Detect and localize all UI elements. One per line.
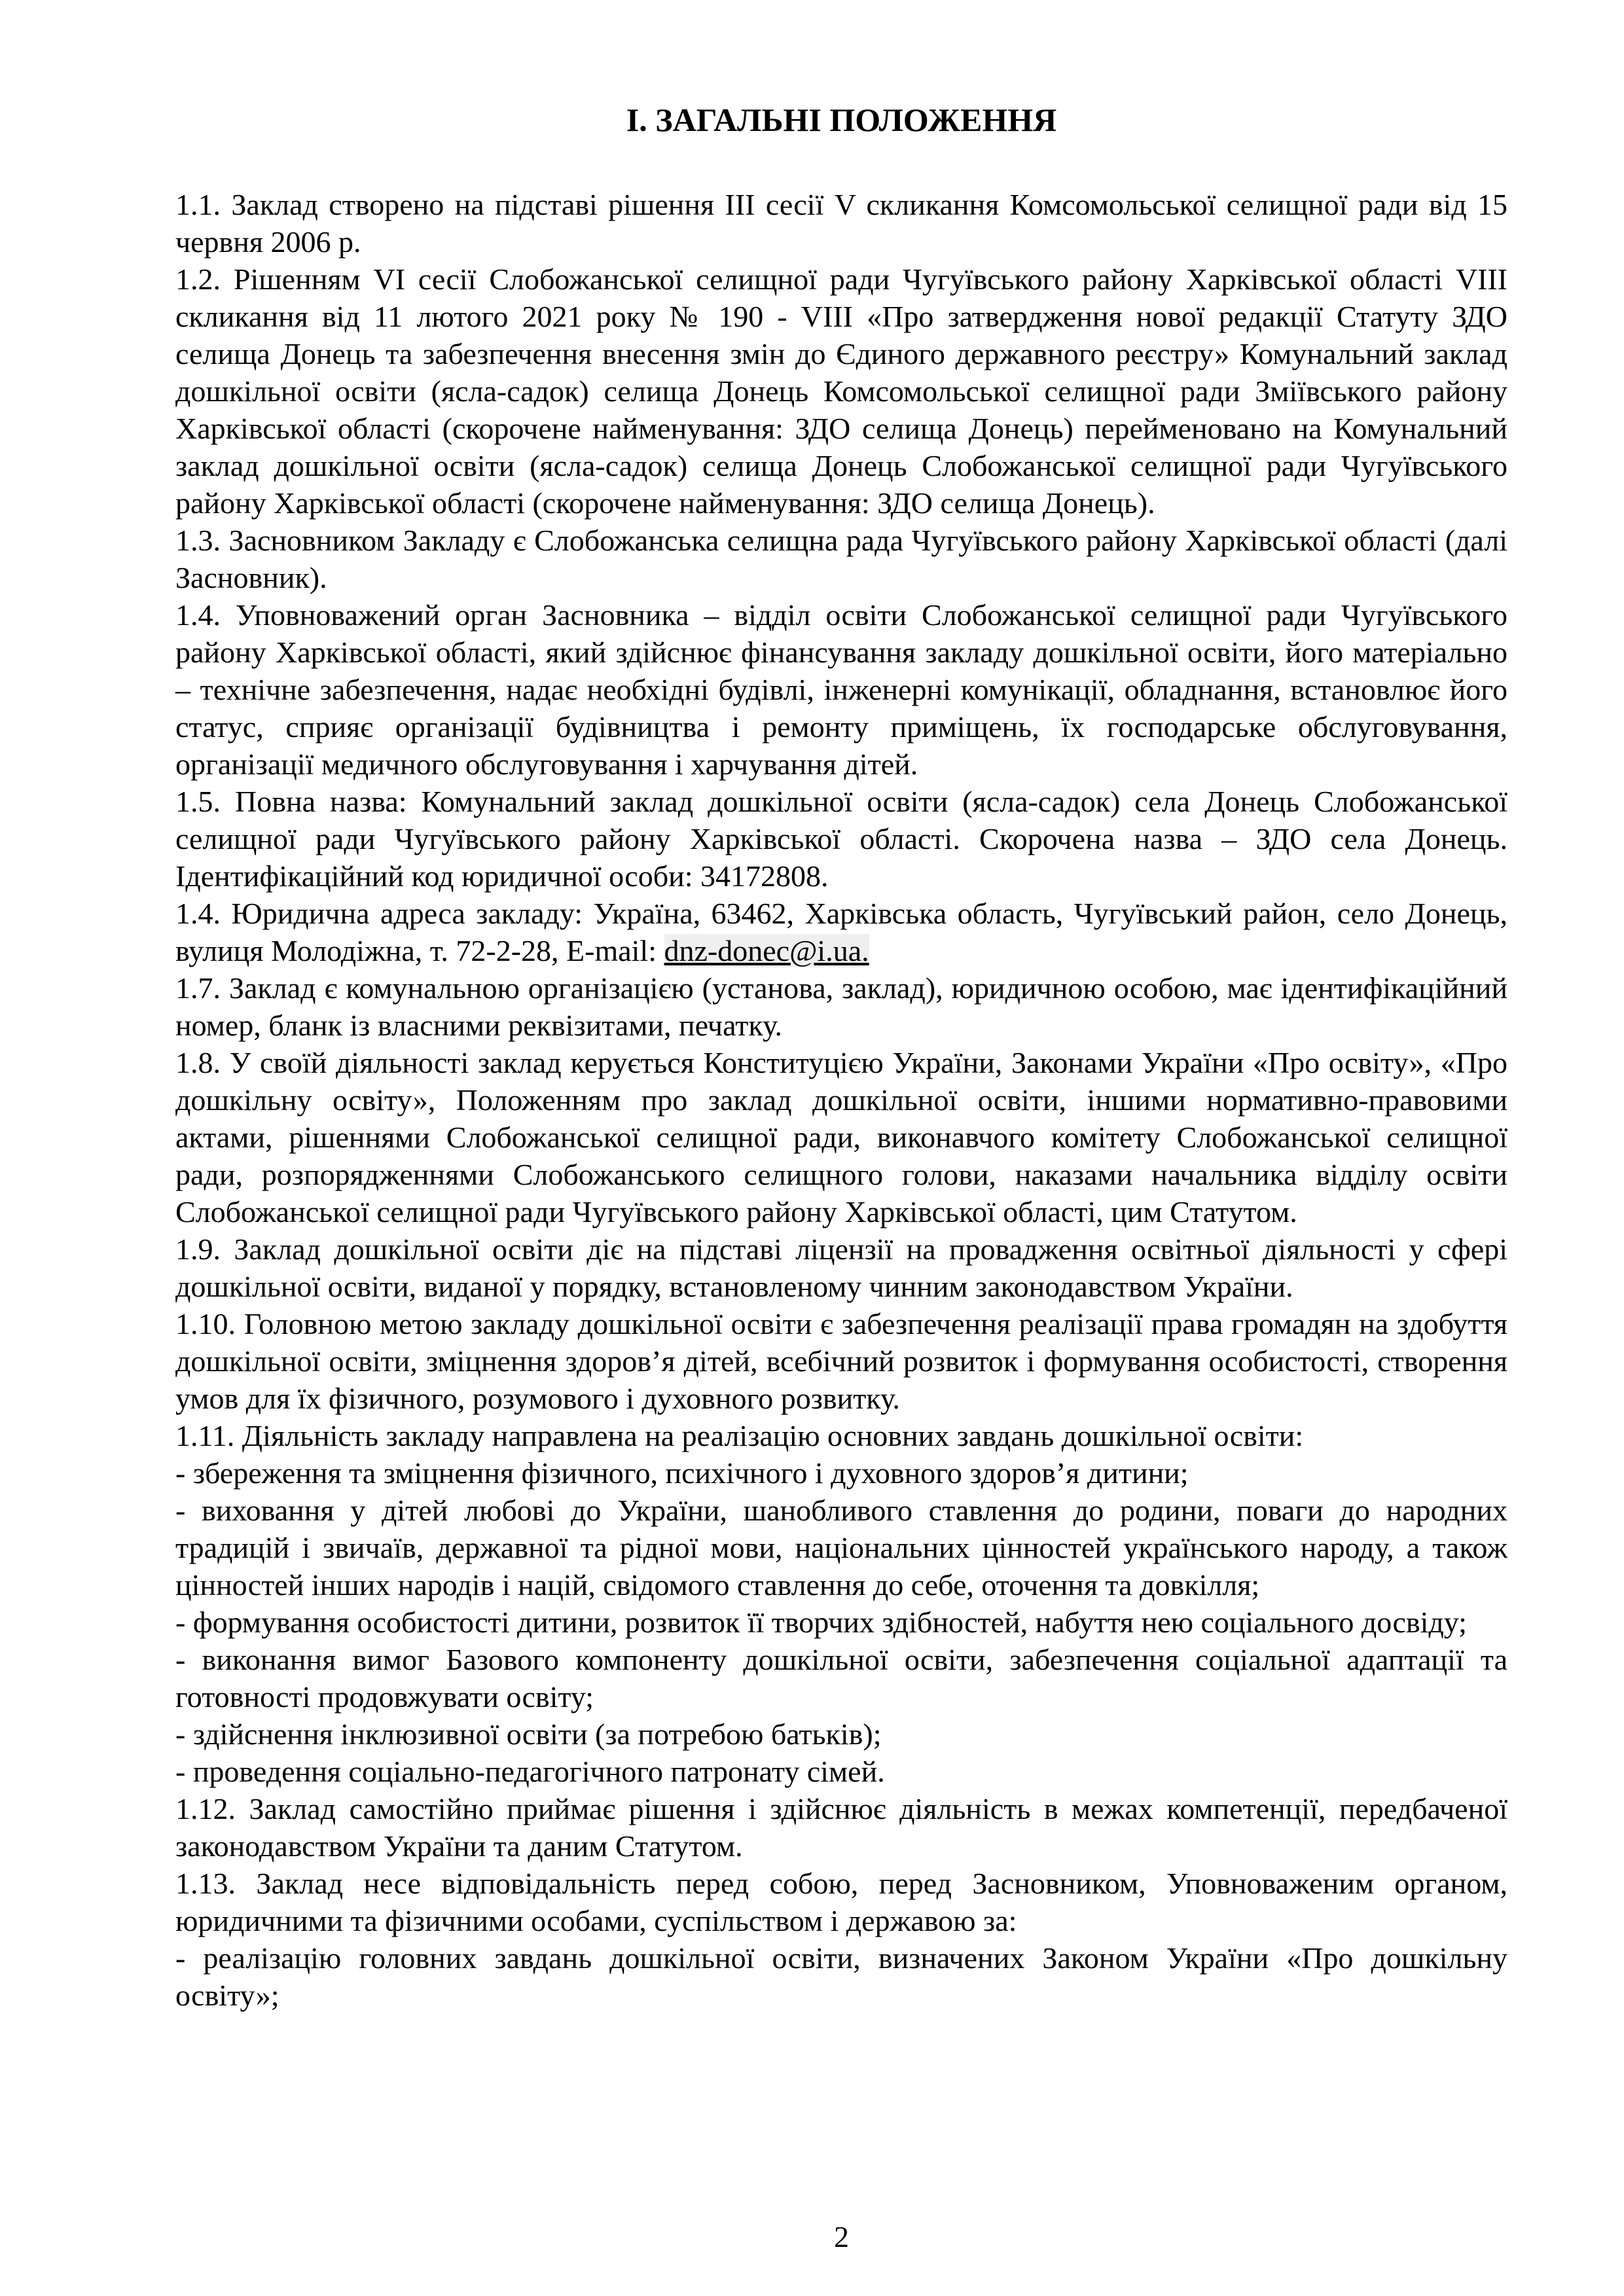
para-1-3: 1.3. Засновником Закладу є Слобожанська селищна рада Чугуївського району Харківської області (далі Засновник). [175, 524, 1507, 594]
para-1-8: 1.8. У своїй діяльності заклад керується Конституцією України, Законами України «Про освіту», «Про дошкільну освіту», Положенням про заклад дошкільної освіти, іншими нормативно-правовими актами, рішеннями Слобожанської селищної ради, виконавчого комітету Слобожанської селищної ради, розпорядженнями Слобожанського селищного голови, наказами начальника відділу освіти Слобожанської селищної ради Чугуївського району Харківської області, цим Статутом. [175, 1046, 1507, 1229]
task-bullet-5: - здійснення інклюзивної освіти (за потребою батьків); [175, 1717, 882, 1751]
para-1-4-address [175, 895, 1507, 969]
para-1-5: 1.5. Повна назва: Комунальний заклад дошкільної освіти (ясла-садок) села Донець Слобожанської селищної ради Чугуївського району Харківської області. Скорочена назва – ЗДО села Донець. Ідентифікаційний код юридичної особи: 34172808. [175, 785, 1507, 893]
para-1-13: 1.13. Заклад несе відповідальність перед собою, перед Засновником, Уповноваженим органом, юридичними та фізичними особами, суспільством і державою за: [175, 1867, 1507, 1937]
para-1-9: 1.9. Заклад дошкільної освіти діє на підставі ліцензії на провадження освітньої діяльності у сфері дошкільної освіти, виданої у порядку, встановленому чинним законодавством України. [175, 1232, 1507, 1303]
responsibility-bullet-1: - реалізацію головних завдань дошкільної освіти, визначених Законом України «Про дошкільну освіту»; [175, 1941, 1507, 2012]
email-link[interactable]: dnz-donec@i.ua. [664, 934, 869, 967]
para-1-7: 1.7. Заклад є комунальною організацією (установа, заклад), юридичною особою, має ідентифікаційний номер, бланк із власними реквізитами, печатку. [175, 971, 1507, 1042]
para-1-2: 1.2. Рішенням VI сесії Слобожанської селищної ради Чугуївського району Харківської області VIII скликання від 11 лютого 2021 року № 190 - VIII «Про затвердження нової редакції Статуту ЗДО селища Донець та забезпечення внесення змін до Єдиного державного реєстру» Комунальний заклад дошкільної освіти (ясла-садок) селища Донець Комсомольської селищної ради Зміївського району Харківської області (скорочене найменування: ЗДО селища Донець) перейменовано на Комунальний заклад дошкільної освіти (ясла-садок) селища Донець Слобожанської селищної ради Чугуївського району Харківської області (скорочене найменування: ЗДО селища Донець). [175, 262, 1507, 520]
section-title: І. ЗАГАЛЬНІ ПОЛОЖЕННЯ [626, 101, 1057, 138]
para-1-11: 1.11. Діяльність закладу направлена на реалізацію основних завдань дошкільної освіти: [175, 1419, 1304, 1452]
task-bullet-3: - формування особистості дитини, розвиток її творчих здібностей, набуття нею соціального досвіду; [175, 1605, 1467, 1639]
para-1-10: 1.10. Головною метою закладу дошкільної освіти є забезпечення реалізації права громадян на здобуття дошкільної освіти, зміцнення здоров’я дітей, всебічний розвиток і формування особистості, створення умов для їх фізичного, розумового і духовного розвитку. [175, 1307, 1507, 1415]
address-text: 1.4. Юридична адреса закладу: Україна, 63462, Харківська область, Чугуївський район, село Донець, вулиця Молодіжна, т. 72-2-28, E-mail: [175, 897, 1507, 967]
task-bullet-2: - виховання у дітей любові до України, шанобливого ставлення до родини, поваги до народних традицій і звичаїв, державної та рідної мови, національних цінностей українського народу, а також цінностей інших народів і націй, свідомого ставлення до себе, оточення та довкілля; [175, 1494, 1507, 1602]
task-bullet-1: - збереження та зміцнення фізичного, психічного і духовного здоров’я дитини; [175, 1456, 1189, 1490]
page-number: 2 [834, 2220, 849, 2253]
para-1-4: 1.4. Уповноважений орган Засновника – відділ освіти Слобожанської селищної ради Чугуївського району Харківської області, який здійснює фінансування закладу дошкільної освіти, його матеріально – технічне забезпечення, надає необхідні будівлі, інженерні комунікації, обладнання, встановлює його статус, сприяє організації будівництва і ремонту приміщень, їх господарське обслуговування, організації медичного обслуговування і харчування дітей. [175, 598, 1507, 781]
para-1-12: 1.12. Заклад самостійно приймає рішення і здійснює діяльність в межах компетенції, передбаченої законодавством України та даним Статутом. [175, 1792, 1507, 1863]
para-1-1: 1.1. Заклад створено на підставі рішення ІІІ сесії V скликання Комсомольської селищної ради від 15 червня 2006 р. [175, 188, 1507, 259]
task-bullet-6: - проведення соціально-педагогічного патронату сімей. [175, 1755, 885, 1788]
task-bullet-4: - виконання вимог Базового компоненту дошкільної освіти, забезпечення соціальної адаптації та готовності продовжувати освіту; [175, 1643, 1507, 1713]
